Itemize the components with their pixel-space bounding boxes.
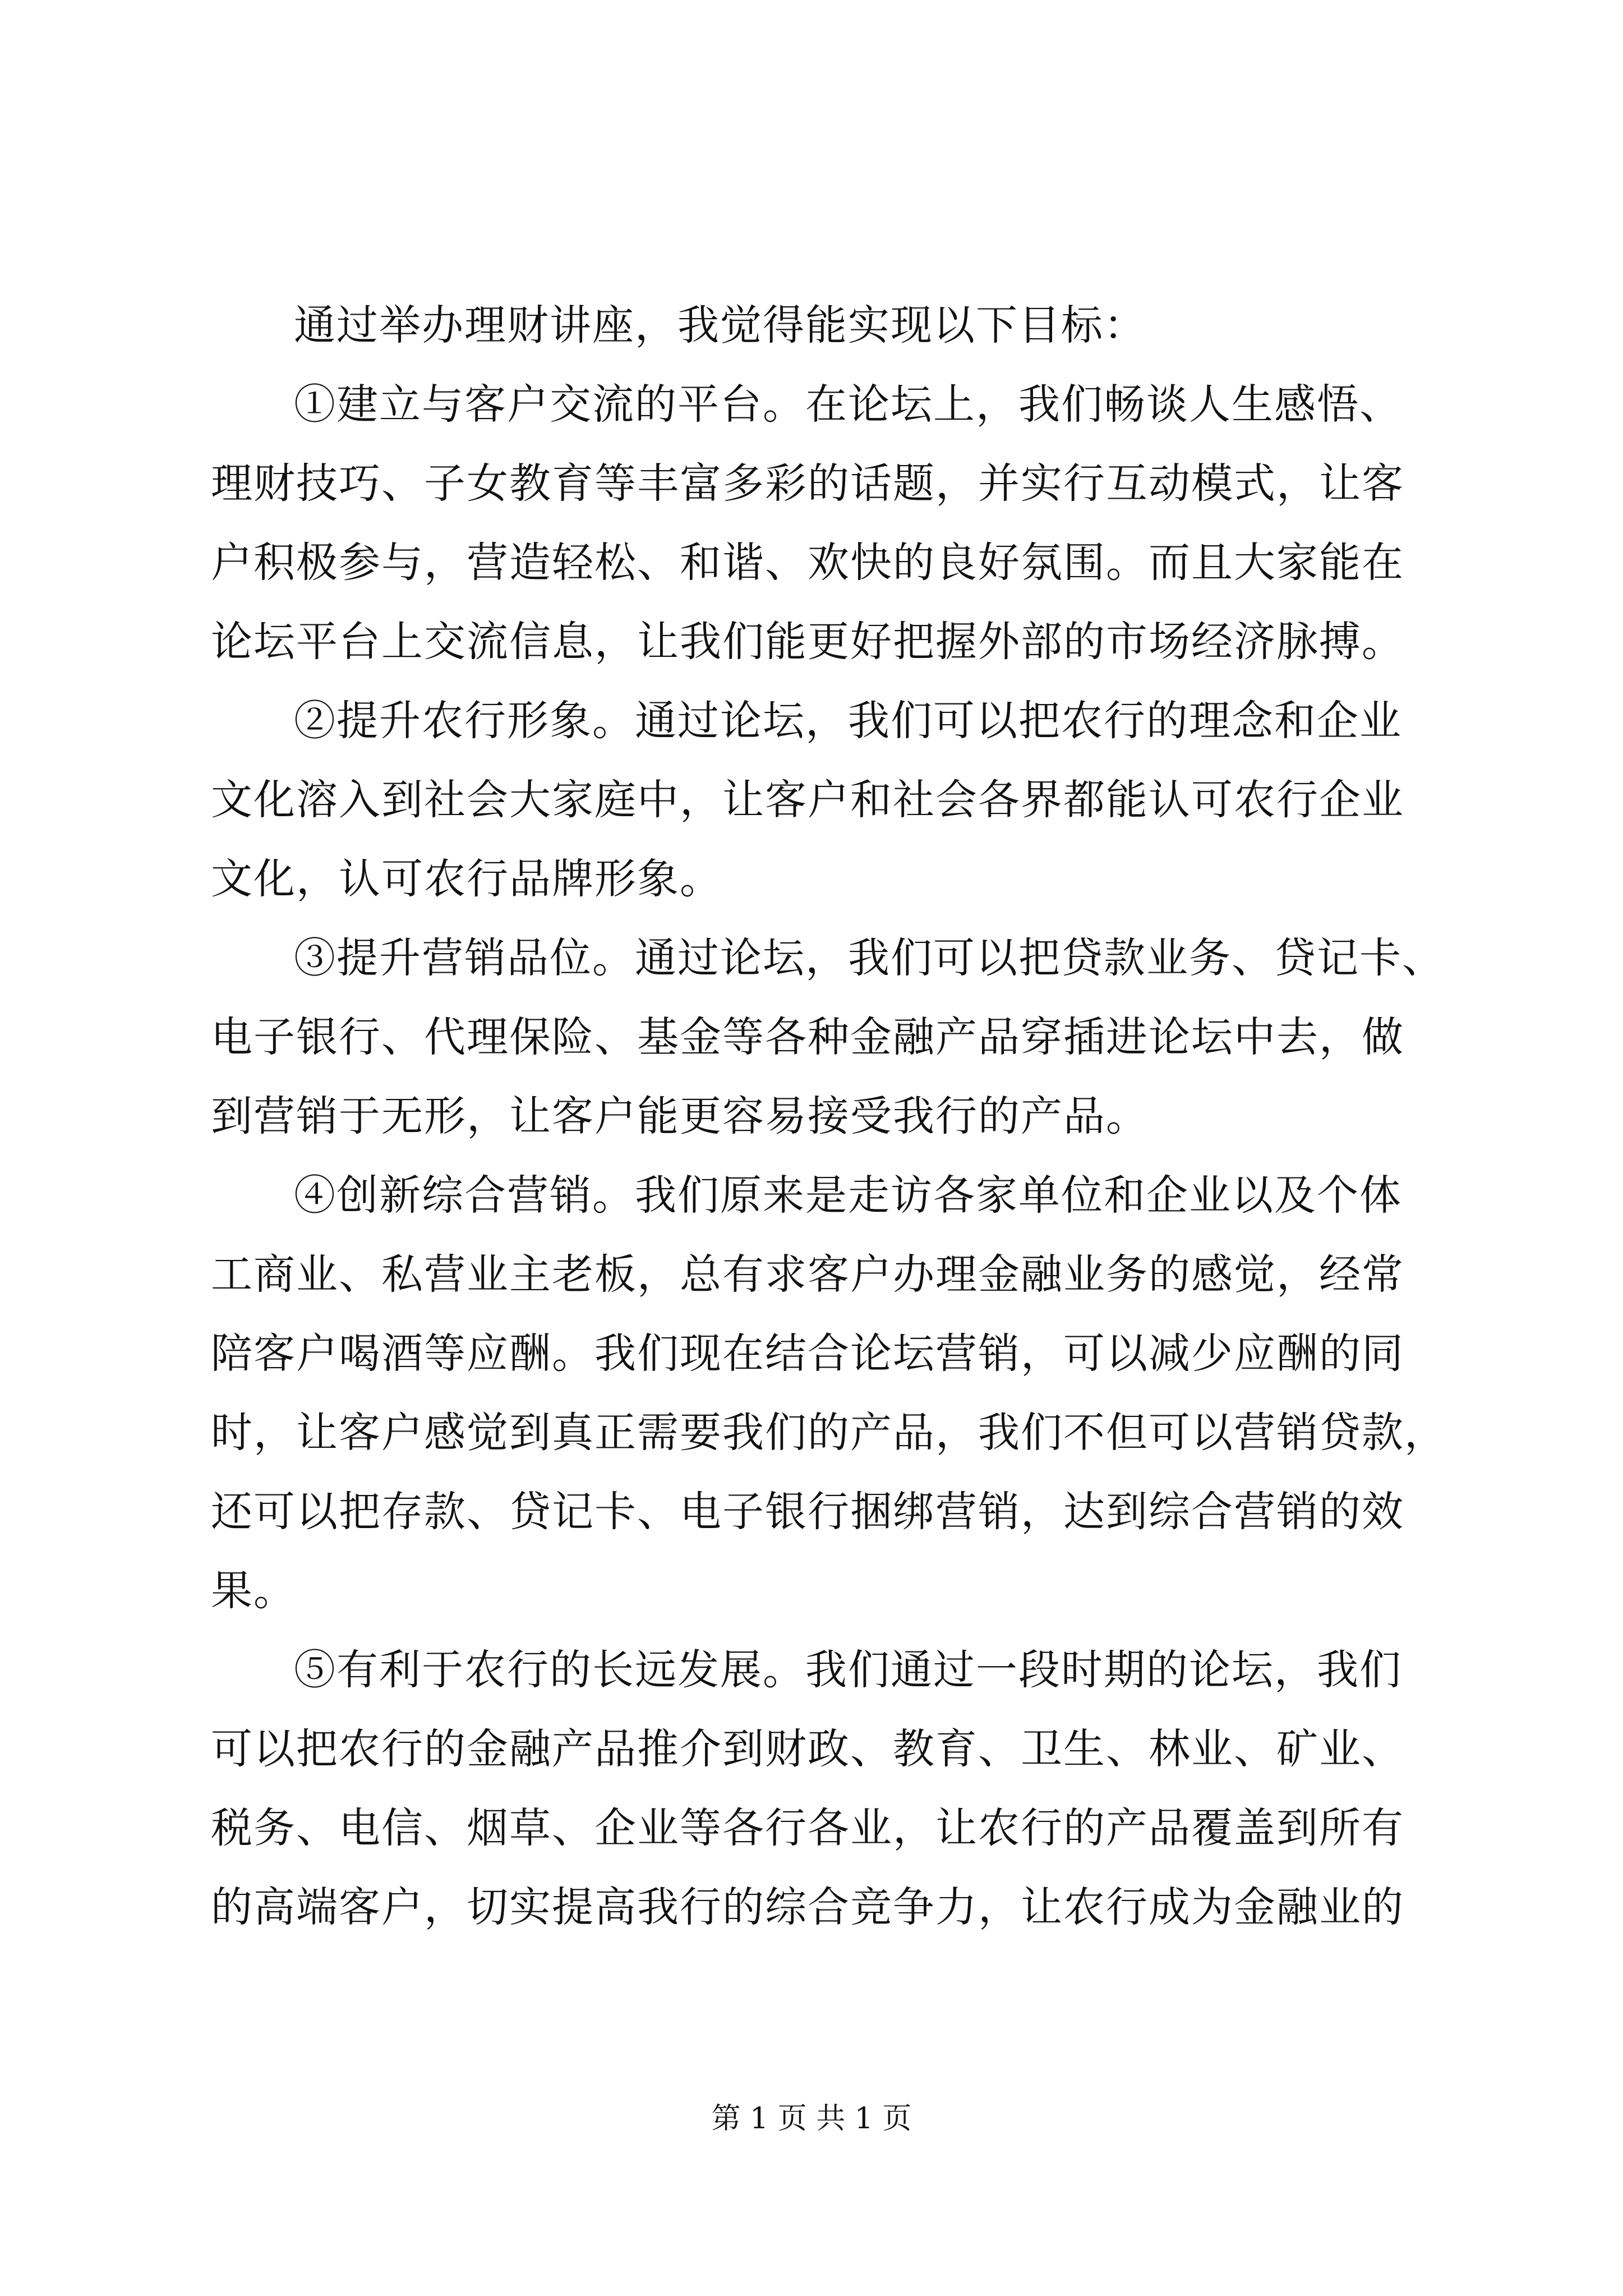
paragraph-2-line: ②提升农行形象。通过论坛，我们可以把农行的理念和企业 — [294, 697, 1402, 745]
paragraph-4-line: 工商业、私营业主老板，总有求客户办理金融业务的感觉，经常 — [211, 1250, 1404, 1299]
paragraph-3-line: 电子银行、代理保险、基金等各种金融产品穿插进论坛中去，做 — [211, 1013, 1404, 1061]
paragraph-1-line: 理财技巧、子女教育等丰富多彩的话题，并实行互动模式，让客 — [211, 459, 1404, 508]
paragraph-4-line: ④创新综合营销。我们原来是走访各家单位和企业以及个体 — [294, 1171, 1402, 1220]
paragraph-5-line: 可以把农行的金融产品推介到财政、教育、卫生、林业、矿业、 — [211, 1725, 1404, 1773]
paragraph-5-line: 税务、电信、烟草、企业等各行各业，让农行的产品覆盖到所有 — [211, 1804, 1404, 1852]
paragraph-5-line: ⑤有利于农行的长远发展。我们通过一段时期的论坛，我们 — [294, 1646, 1402, 1694]
paragraph-intro-line: 通过举办理财讲座，我觉得能实现以下目标： — [294, 301, 1146, 349]
page-number-footer: 第 1 页 共 1 页 — [711, 2102, 912, 2136]
paragraph-4-line: 果。 — [211, 1567, 296, 1615]
paragraph-1-line: 论坛平台上交流信息，让我们能更好把握外部的市场经济脉搏。 — [211, 618, 1404, 666]
paragraph-4-line: 陪客户喝酒等应酬。我们现在结合论坛营销，可以减少应酬的同 — [211, 1329, 1404, 1378]
paragraph-3-line: 到营销于无形，让客户能更容易接受我行的产品。 — [211, 1092, 1149, 1140]
paragraph-4-line: 还可以把存款、贷记卡、电子银行捆绑营销，达到综合营销的效 — [211, 1488, 1404, 1536]
paragraph-5-line: 的高端客户，切实提高我行的综合竞争力，让农行成为金融业的 — [211, 1883, 1404, 1931]
paragraph-4-line: 时，让客户感觉到真正需要我们的产品，我们不但可以营销贷款， — [211, 1409, 1447, 1457]
paragraph-2-line: 文化，认可农行品牌形象。 — [211, 855, 722, 903]
paragraph-3-line: ③提升营销品位。通过论坛，我们可以把贷款业务、贷记卡、 — [294, 934, 1445, 982]
paragraph-1-line: 户积极参与，营造轻松、和谐、欢快的良好氛围。而且大家能在 — [211, 539, 1404, 587]
paragraph-2-line: 文化溶入到社会大家庭中，让客户和社会各界都能认可农行企业 — [211, 776, 1404, 824]
paragraph-1-line: ①建立与客户交流的平台。在论坛上，我们畅谈人生感悟、 — [294, 380, 1402, 429]
